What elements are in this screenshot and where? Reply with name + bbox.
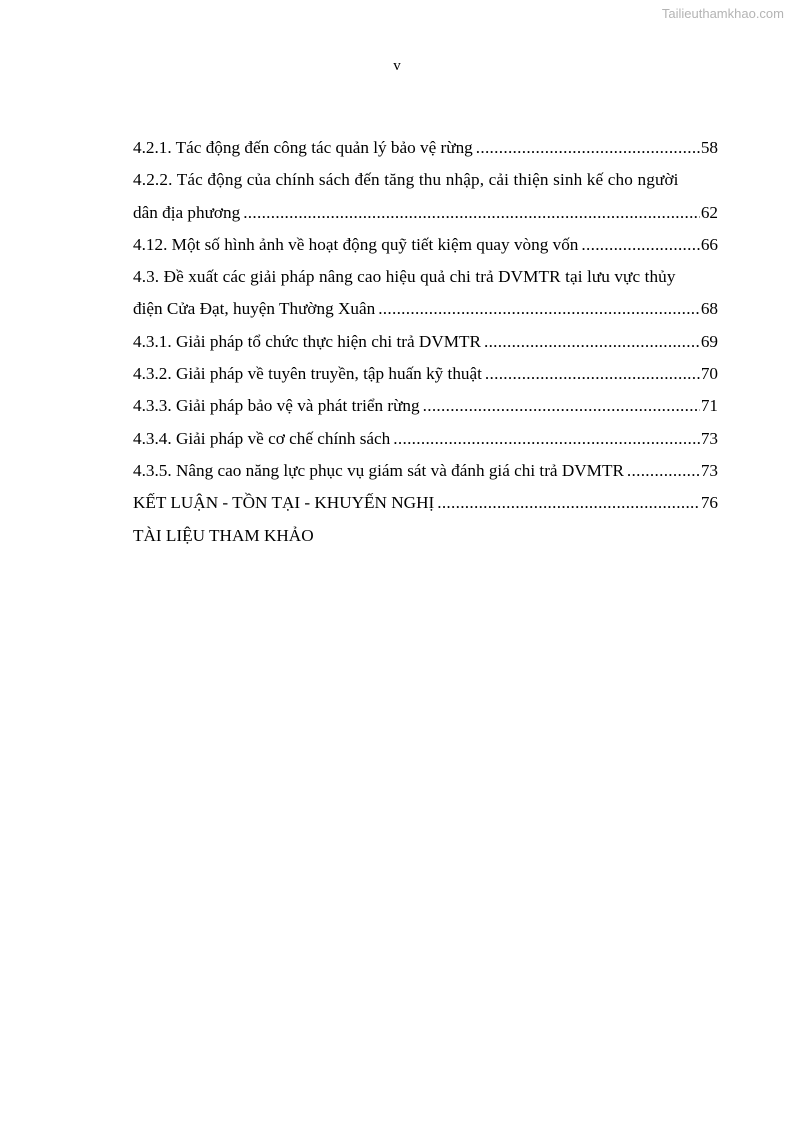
toc-entry[interactable]: [133, 326, 718, 358]
toc-leader-dots: [485, 358, 700, 390]
toc-entry-title: 4.3.4. Giải pháp về cơ chế chính sách: [133, 428, 391, 448]
watermark: Tailieuthamkhao.com: [661, 6, 784, 21]
toc-leader-dots: [423, 390, 700, 422]
toc-entry[interactable]: [133, 132, 718, 164]
page-number: v: [393, 58, 401, 74]
toc-entry-title: 4.2.2. Tác động của chính sách đến tăng thu nhập, cải thiện sinh kế cho người: [133, 170, 679, 190]
table-of-contents: [133, 132, 718, 552]
toc-entry[interactable]: [133, 358, 718, 390]
toc-entry[interactable]: [133, 229, 718, 261]
toc-entry-page: 66: [700, 234, 718, 254]
toc-leader-dots: [627, 455, 700, 487]
toc-entry-title: KẾT LUẬN - TỒN TẠI - KHUYẾN NGHỊ: [133, 493, 435, 513]
toc-entry-page: 69: [700, 331, 718, 351]
toc-entry-title: 4.3. Đề xuất các giải pháp nâng cao hiệu quả chi trả DVMTR tại lưu vực thủy: [133, 267, 676, 287]
toc-entry-page: 70: [700, 364, 718, 384]
toc-entry-title: điện Cửa Đạt, huyện Thường Xuân: [133, 299, 376, 319]
toc-entry-title: 4.2.1. Tác động đến công tác quản lý bảo vệ rừng: [133, 138, 473, 157]
toc-entry-page: 73: [700, 460, 718, 480]
toc-entry-page: 76: [700, 493, 718, 513]
toc-entry[interactable]: [133, 164, 718, 196]
toc-entry-title: 4.3.1. Giải pháp tổ chức thực hiện chi trả DVMTR: [133, 331, 481, 351]
toc-entry-title: 4.3.5. Nâng cao năng lực phục vụ giám sát và đánh giá chi trả DVMTR: [133, 460, 624, 480]
toc-leader-dots: [437, 487, 700, 519]
toc-entry[interactable]: [133, 261, 718, 293]
toc-entry[interactable]: [133, 455, 718, 487]
toc-entry-title: 4.12. Một số hình ảnh về hoạt động quỹ tiết kiệm quay vòng vốn: [133, 234, 579, 254]
toc-leader-dots: [476, 132, 700, 164]
toc-entry-page: 62: [700, 202, 718, 222]
toc-leader-dots: [581, 229, 699, 261]
toc-entry-title: dân địa phương: [133, 202, 241, 222]
toc-entry[interactable]: [133, 520, 718, 552]
toc-entry[interactable]: [133, 487, 718, 519]
toc-entry-page: 68: [700, 299, 718, 319]
toc-entry[interactable]: [133, 423, 718, 455]
toc-leader-dots: [378, 293, 700, 325]
toc-leader-dots: [484, 326, 700, 358]
toc-entry[interactable]: [133, 390, 718, 422]
toc-leader-dots: [243, 197, 700, 229]
toc-entry-continuation[interactable]: [133, 197, 718, 229]
toc-entry-title: TÀI LIỆU THAM KHẢO: [133, 525, 314, 545]
toc-entry-page: 71: [700, 396, 718, 416]
toc-leader-dots: [393, 423, 700, 455]
toc-entry-continuation[interactable]: [133, 293, 718, 325]
toc-entry-title: 4.3.3. Giải pháp bảo vệ và phát triển rừng: [133, 396, 420, 416]
toc-entry-page: 73: [700, 428, 718, 448]
toc-entry-page: 58: [700, 138, 718, 157]
toc-entry-title: 4.3.2. Giải pháp về tuyên truyền, tập huấn kỹ thuật: [133, 364, 482, 384]
